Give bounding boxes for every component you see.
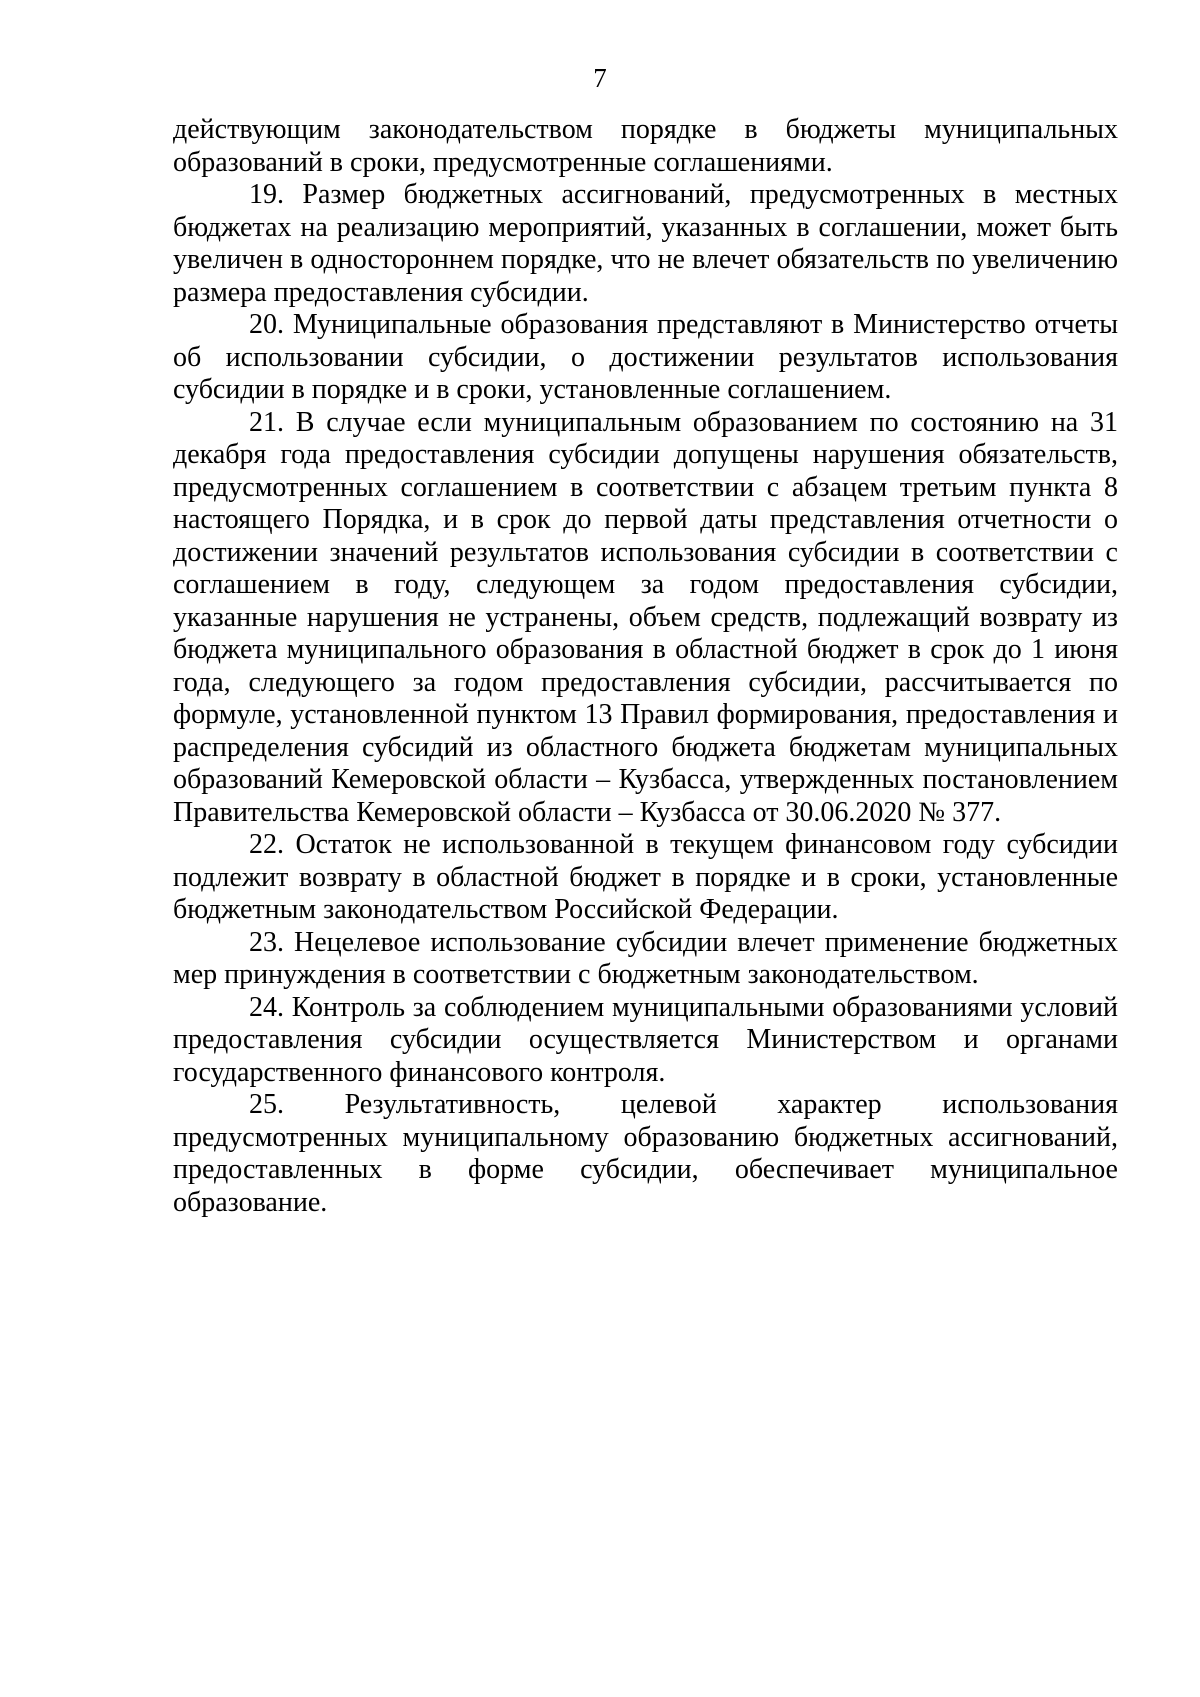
paragraph-text: Нецелевое использование субсидии влечет применение бюджетных мер принуждения в соответствии с бюджетным законодательством. (173, 926, 1118, 990)
paragraph-number: 19. (249, 179, 284, 210)
paragraph-text: Результативность, целевой характер использования предусмотренных муниципальному образованию бюджетных ассигнований, предоставленных в форме субсидии, обеспечивает муниципальное образование. (173, 1089, 1119, 1218)
paragraph-number: 24. (249, 991, 284, 1023)
paragraph-20 (173, 309, 1118, 407)
paragraph-number: 25. (249, 1089, 284, 1120)
paragraph-continuation (173, 114, 1118, 179)
paragraph-text: Контроль за соблюдением муниципальными образованиями условий предоставления субсидии осуществляется Министерством и органами государственного финансового контроля. (173, 991, 1118, 1088)
paragraph-25 (173, 1089, 1118, 1219)
paragraph-21 (173, 407, 1118, 830)
paragraph-number: 23. (249, 926, 284, 958)
paragraph-22 (173, 829, 1118, 927)
paragraph-text: Остаток не использованной в текущем финансовом году субсидии подлежит возврату в областной бюджет в порядке и в сроки, установленные бюджетным законодательством Российской Федерации. (173, 829, 1119, 925)
paragraph-text: В случае если муниципальным образованием по состоянию на 31 декабря года предоставления субсидии допущены нарушения обязательств, предусмотренных соглашением в соответствии с абзацем третьим пункта 8 настоящего Порядка, и в срок до первой даты представления отчетности о достижении значений результатов использования субсидии в соответствии с соглашением в году, следующем за годом предоставления субсидии, указанные нарушения не устранены, объем средств, подлежащий возврату из бюджета муниципального образования в областной бюджет в срок до 1 июня года, следующего за годом предоставления субсидии, рассчитывается по формуле, установленной пунктом 13 Правил формирования, предоставления и распределения субсидий из областного бюджета бюджетам муниципальных образований Кемеровской области – Кузбасса, утвержденных постановлением Правительства Кемеровской области – Кузбасса от 30.06.2020 № 377. (173, 406, 1118, 828)
paragraph-23 (173, 927, 1118, 992)
document-body (173, 114, 1118, 1219)
paragraph-text: Муниципальные образования представляют в Министерство отчеты об использовании субсидии, о достижении результатов использования субсидии в порядке и в сроки, установленные соглашением. (173, 309, 1119, 405)
paragraph-19 (173, 179, 1118, 309)
paragraph-24 (173, 992, 1118, 1090)
page-number: 7 (593, 63, 607, 93)
paragraph-number: 20. (249, 309, 284, 340)
paragraph-text: действующим законодательством порядке в бюджеты муниципальных образований в сроки, предусмотренные соглашениями. (173, 114, 1118, 178)
paragraph-number: 22. (249, 829, 284, 860)
paragraph-number: 21. (249, 406, 284, 438)
paragraph-text: Размер бюджетных ассигнований, предусмотренных в местных бюджетах на реализацию мероприятий, указанных в соглашении, может быть увеличен в одностороннем порядке, что не влечет обязательств по увеличению размера предоставления субсидии. (173, 179, 1118, 308)
